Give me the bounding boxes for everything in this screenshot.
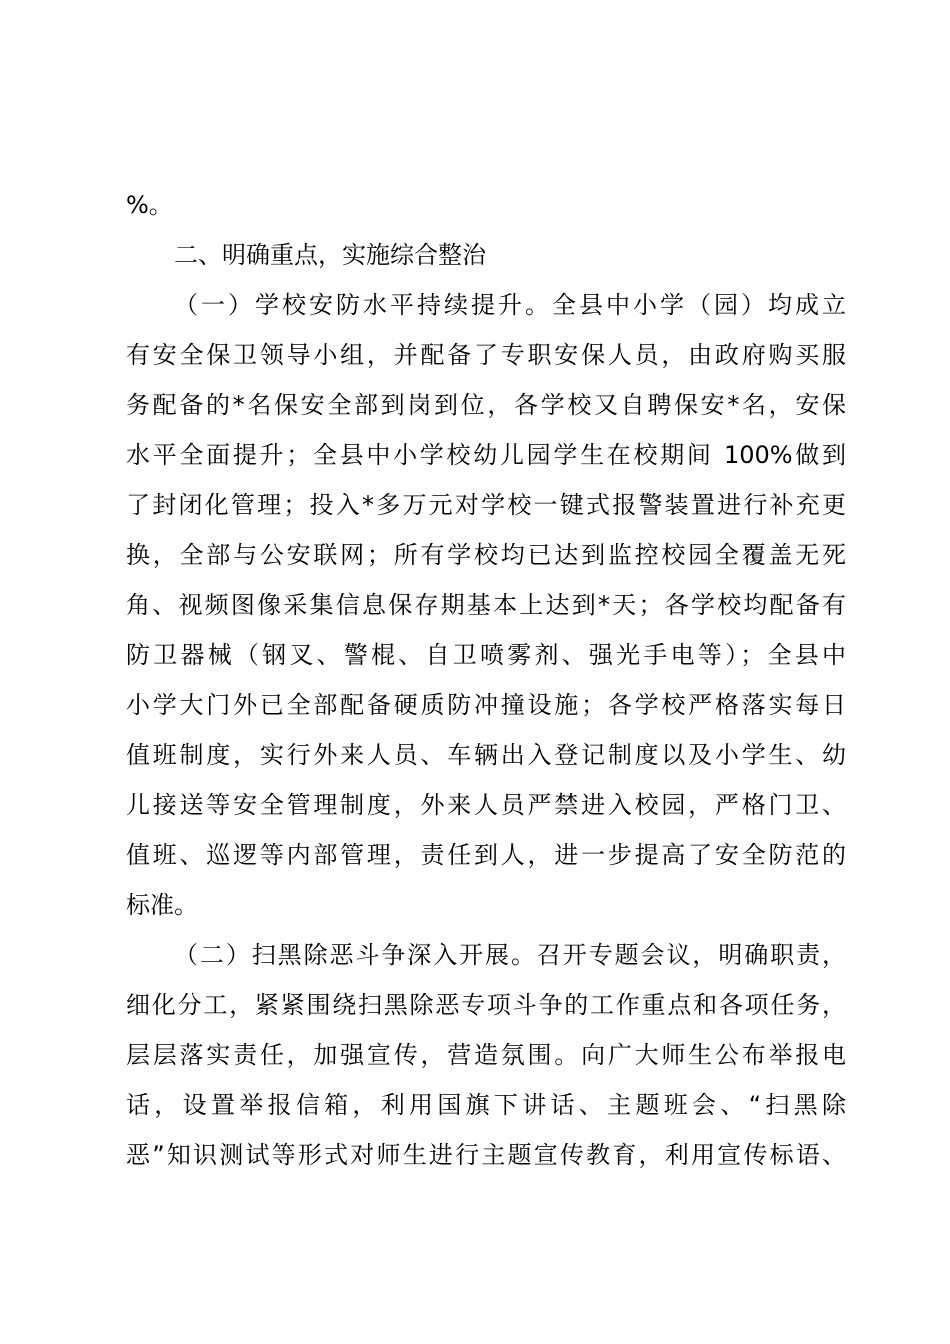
text-line: 务配备的*名保安全部到岗到位，各学校又自聘保安*名，安保	[126, 391, 846, 419]
text-line: 细化分工，紧紧围绕扫黑除恶专项斗争的工作重点和各项任务，	[126, 991, 846, 1019]
text-line: 恶”知识测试等形式对师生进行主题宣传教育，利用宣传标语、	[126, 1141, 846, 1169]
text-line: 防卫器械（钢叉、警棍、自卫喷雾剂、强光手电等）；全县中	[126, 641, 846, 669]
subsection-heading: （一）学校安防水平持续提升。全县中小学（园）均成立	[174, 291, 846, 319]
text-line: 换，全部与公安联网；所有学校均已达到监控校园全覆盖无死	[126, 541, 846, 569]
text-line: 角、视频图像采集信息保存期基本上达到*天；各学校均配备有	[126, 591, 846, 619]
section-heading: 二、明确重点，实施综合整治	[174, 241, 486, 269]
subsection-heading: （二）扫黑除恶斗争深入开展。召开专题会议，明确职责，	[174, 941, 846, 969]
text-line: 小学大门外已全部配备硬质防冲撞设施；各学校严格落实每日	[126, 691, 846, 719]
text-line: 层层落实责任，加强宣传，营造氛围。向广大师生公布举报电	[126, 1041, 846, 1069]
text-line: 了封闭化管理；投入*多万元对学校一键式报警装置进行补充更	[126, 491, 846, 519]
text-line: 标准。	[126, 891, 198, 919]
text-line: 话，设置举报信箱，利用国旗下讲话、主题班会、“扫黑除	[126, 1091, 846, 1119]
text-line: %。	[126, 191, 173, 219]
text-line: 值班制度，实行外来人员、车辆出入登记制度以及小学生、幼	[126, 741, 846, 769]
text-line: 有安全保卫领导小组，并配备了专职安保人员，由政府购买服	[126, 341, 846, 369]
text-line: 儿接送等安全管理制度，外来人员严禁进入校园，严格门卫、	[126, 791, 846, 819]
text-line: 水平全面提升；全县中小学校幼儿园学生在校期间 100%做到	[126, 441, 846, 469]
text-line: 值班、巡逻等内部管理，责任到人，进一步提高了安全防范的	[126, 841, 846, 869]
